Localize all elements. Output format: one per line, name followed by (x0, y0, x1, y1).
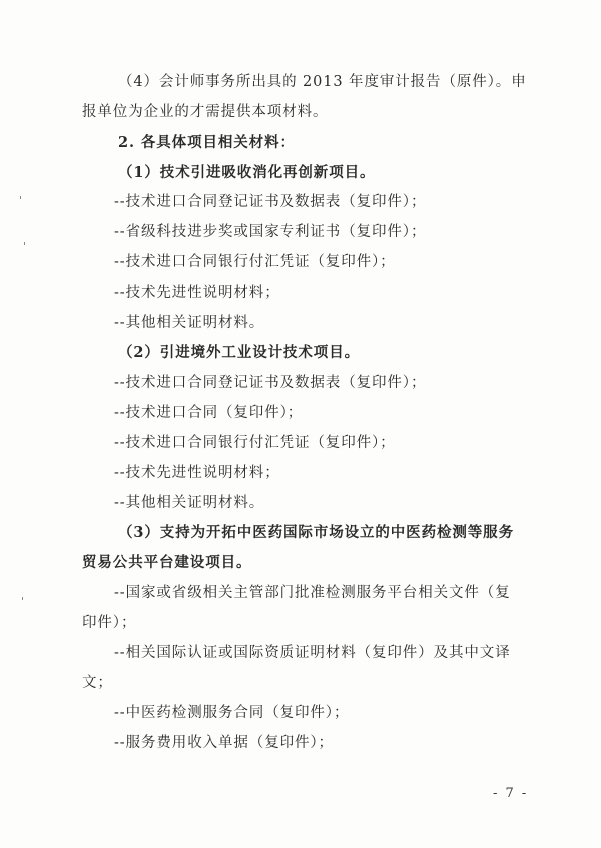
list-item: --技术先进性说明材料； (114, 285, 280, 301)
list-item: --省级科技进步奖或国家专利证书（复印件）； (114, 224, 427, 240)
page-number: - 7 - (493, 786, 529, 801)
list-item: --技术进口合同银行付汇凭证（复印件）； (114, 254, 396, 270)
scan-dot (22, 597, 23, 600)
list-item: --技术进口合同银行付汇凭证（复印件）； (114, 435, 396, 451)
subheading-industrial-design: （2）引进境外工业设计技术项目。 (118, 344, 360, 361)
list-item: --服务费用收入单据（复印件）； (114, 735, 334, 751)
scan-dot (24, 242, 25, 245)
list-item: --其他相关证明材料。 (114, 315, 265, 331)
subheading-tcm-platform: （3）支持为开拓中医药国际市场设立的中医药检测等服务 (118, 524, 514, 541)
section-heading-project-materials: 2. 各具体项目相关材料： (118, 134, 295, 151)
list-item: --其他相关证明材料。 (114, 495, 265, 511)
list-item: --技术进口合同（复印件）； (114, 405, 304, 421)
paragraph-audit-report-cont: 报单位为企业的才需提供本项材料。 (82, 104, 329, 120)
list-item: --中医药检测服务合同（复印件）； (114, 705, 350, 721)
subheading-tcm-platform-cont: 贸易公共平台建设项目。 (82, 554, 252, 571)
subheading-technology-introduction: （1）技术引进吸收消化再创新项目。 (118, 164, 376, 181)
list-item: --技术先进性说明材料； (114, 465, 280, 481)
list-item: --技术进口合同登记证书及数据表（复印件）； (114, 194, 427, 210)
list-item-cont: 文； (82, 675, 113, 691)
paragraph-audit-report: （4）会计师事务所出具的 2013 年度审计报告（原件）。申 (118, 74, 527, 90)
scan-dot (20, 196, 21, 199)
list-item-cont: 印件）； (82, 615, 137, 631)
list-item: --相关国际认证或国际资质证明材料（复印件）及其中文译 (114, 645, 511, 661)
list-item: --技术进口合同登记证书及数据表（复印件）； (114, 375, 427, 391)
list-item: --国家或省级相关主管部门批准检测服务平台相关文件（复 (114, 585, 511, 601)
